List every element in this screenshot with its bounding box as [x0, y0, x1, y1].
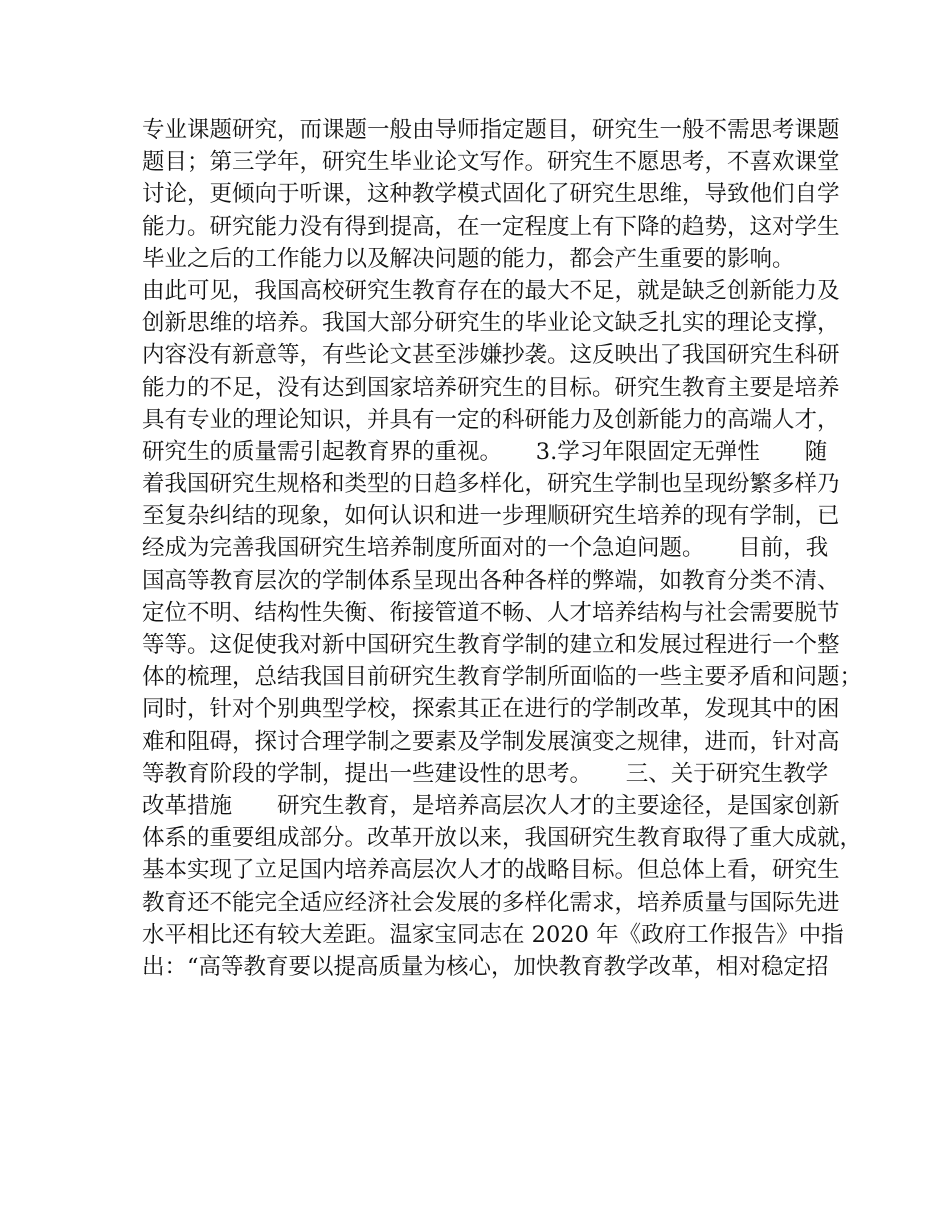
text-line: 具有专业的理论知识，并具有一定的科研能力及创新能力的高端人才， — [142, 406, 840, 433]
text-line: 题目；第三学年，研究生毕业论文写作。研究生不愿思考，不喜欢课堂 — [142, 149, 840, 176]
body-text — [142, 114, 863, 983]
text-line: 内容没有新意等，有些论文甚至涉嫌抄袭。这反映出了我国研究生科研 — [142, 342, 840, 369]
text-line: 研究生的质量需引起教育界的重视。 3.学习年限固定无弹性 随 — [142, 438, 828, 465]
text-line: 讨论，更倾向于听课，这种教学模式固化了研究生思维，导致他们自学 — [142, 181, 840, 208]
text-line: 至复杂纠结的现象，如何认识和进一步理顺研究生培养的现有学制，已 — [142, 503, 840, 530]
text-line: 着我国研究生规格和类型的日趋多样化，研究生学制也呈现纷繁多样乃 — [142, 471, 840, 498]
text-line: 同时，针对个别典型学校，探索其正在进行的学制改革，发现其中的困 — [142, 696, 840, 723]
text-line: 定位不明、结构性失衡、衔接管道不畅、人才培养结构与社会需要脱节 — [142, 599, 840, 626]
text-line: 水平相比还有较大差距。温家宝同志在 2020 年《政府工作报告》中指 — [142, 921, 844, 948]
text-line: 等教育阶段的学制，提出一些建设性的思考。 三、关于研究生教学 — [142, 760, 829, 787]
text-line: 创新思维的培养。我国大部分研究生的毕业论文缺乏扎实的理论支撑， — [142, 310, 840, 337]
text-line: 经成为完善我国研究生培养制度所面对的一个急迫问题。 目前，我 — [142, 535, 829, 562]
text-line: 体系的重要组成部分。改革开放以来，我国研究生教育取得了重大成就， — [142, 825, 863, 852]
text-line: 毕业之后的工作能力以及解决问题的能力，都会产生重要的影响。 — [142, 245, 795, 272]
text-line: 国高等教育层次的学制体系呈现出各种各样的弊端，如教育分类不清、 — [142, 567, 840, 594]
text-line: 出：“高等教育要以提高质量为核心，加快教育教学改革，相对稳定招 — [142, 953, 829, 980]
text-line: 专业课题研究，而课题一般由导师指定题目，研究生一般不需思考课题 — [142, 117, 840, 143]
text-line: 等等。这促使我对新中国研究生教育学制的建立和发展过程进行一个整 — [142, 632, 840, 658]
text-line: 改革措施 研究生教育，是培养高层次人才的主要途径，是国家创新 — [142, 792, 840, 819]
text-line: 由此可见，我国高校研究生教育存在的最大不足，就是缺乏创新能力及 — [142, 277, 840, 304]
text-line: 难和阻碍，探讨合理学制之要素及学制发展演变之规律，进而，针对高 — [142, 728, 840, 755]
text-line: 体的梳理，总结我国目前研究生教育学制所面临的一些主要矛盾和问题； — [142, 664, 863, 691]
text-line: 能力。研究能力没有得到提高，在一定程度上有下降的趋势，这对学生 — [142, 213, 840, 240]
text-line: 教育还不能完全适应经济社会发展的多样化需求，培养质量与国际先进 — [142, 889, 840, 916]
text-line: 能力的不足，没有达到国家培养研究生的目标。研究生教育主要是培养 — [142, 374, 840, 401]
text-line: 基本实现了立足国内培养高层次人才的战略目标。但总体上看，研究生 — [142, 857, 840, 884]
